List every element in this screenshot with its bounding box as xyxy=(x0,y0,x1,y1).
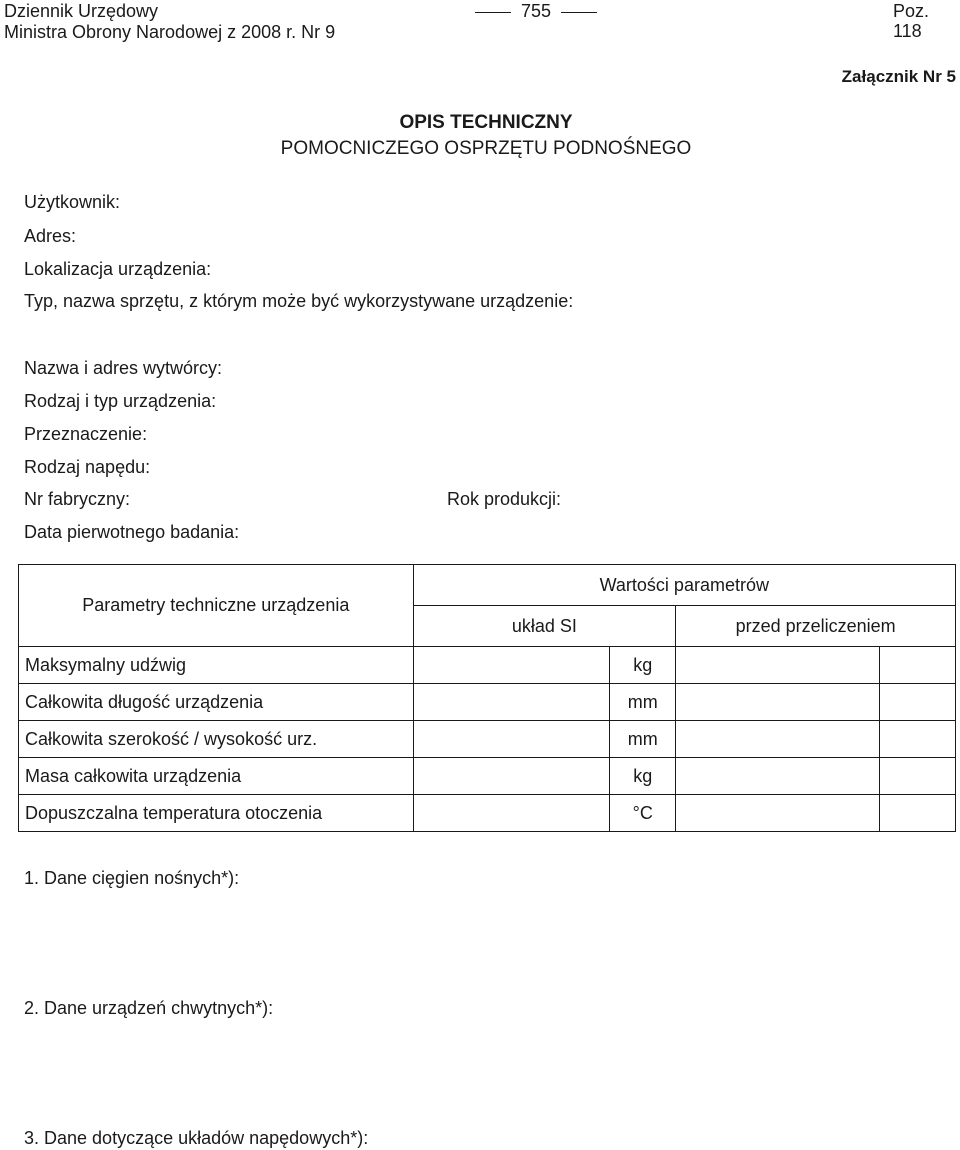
field-user: Użytkownik: xyxy=(24,192,121,212)
ministry-title: Ministra Obrony Narodowej z 2008 r. Nr 9 xyxy=(4,22,336,42)
original-unit-cell xyxy=(880,758,956,795)
dash-left xyxy=(475,12,511,13)
si-value-cell xyxy=(413,721,610,758)
annex-label: Załącznik Nr 5 xyxy=(841,67,956,86)
field-address: Adres: xyxy=(24,226,77,246)
table-row xyxy=(19,758,956,795)
document-title: OPIS TECHNICZNY xyxy=(399,112,573,133)
page-number xyxy=(465,1,607,21)
row-label: Całkowita szerokość / wysokość urz. xyxy=(19,721,414,758)
field-device-type: Rodzaj i typ urządzenia: xyxy=(24,391,217,411)
journal-title: Dziennik Urzędowy xyxy=(4,1,159,21)
original-unit-cell xyxy=(880,795,956,832)
section-load-carriers: 1. Dane cięgien nośnych*): xyxy=(24,868,240,888)
section-gripping-devices: 2. Dane urządzeń chwytnych*): xyxy=(24,998,274,1018)
si-value-cell xyxy=(413,795,610,832)
field-location: Lokalizacja urządzenia: xyxy=(24,259,212,279)
field-production-year: Rok produkcji: xyxy=(447,489,562,509)
table-header-row xyxy=(19,565,956,606)
original-unit-cell xyxy=(880,721,956,758)
row-unit: mm xyxy=(610,721,676,758)
row-unit: mm xyxy=(610,684,676,721)
header-before-conversion: przed przeliczeniem xyxy=(676,606,956,647)
dash-right xyxy=(561,12,597,13)
field-purpose: Przeznaczenie: xyxy=(24,424,148,444)
si-value-cell xyxy=(413,758,610,795)
header-values: Wartości parametrów xyxy=(413,565,955,606)
field-first-inspection: Data pierwotnego badania: xyxy=(24,522,240,542)
table-row xyxy=(19,684,956,721)
row-unit: kg xyxy=(610,647,676,684)
field-equipment-type: Typ, nazwa sprzętu, z którym może być wykorzystywane urządzenie: xyxy=(24,291,574,311)
original-value-cell xyxy=(676,647,880,684)
table-row xyxy=(19,721,956,758)
row-label: Masa całkowita urządzenia xyxy=(19,758,414,795)
document-subtitle: POMOCNICZEGO OSPRZĘTU PODNOŚNEGO xyxy=(280,138,692,159)
table-row xyxy=(19,795,956,832)
original-value-cell xyxy=(676,795,880,832)
parameters-table xyxy=(18,564,956,832)
row-unit: °C xyxy=(610,795,676,832)
original-value-cell xyxy=(676,721,880,758)
header-parameters: Parametry techniczne urządzenia xyxy=(19,565,414,647)
row-label: Maksymalny udźwig xyxy=(19,647,414,684)
page-number-value: 755 xyxy=(521,1,552,21)
header-si: układ SI xyxy=(413,606,676,647)
si-value-cell xyxy=(413,684,610,721)
si-value-cell xyxy=(413,647,610,684)
field-manufacturer: Nazwa i adres wytwórcy: xyxy=(24,358,223,378)
original-value-cell xyxy=(676,758,880,795)
field-serial-no: Nr fabryczny: xyxy=(24,489,131,509)
row-label: Dopuszczalna temperatura otoczenia xyxy=(19,795,414,832)
original-unit-cell xyxy=(880,647,956,684)
original-unit-cell xyxy=(880,684,956,721)
row-label: Całkowita długość urządzenia xyxy=(19,684,414,721)
row-unit: kg xyxy=(610,758,676,795)
table-row xyxy=(19,647,956,684)
field-drive-type: Rodzaj napędu: xyxy=(24,457,151,477)
original-value-cell xyxy=(676,684,880,721)
position-number: Poz. 118 xyxy=(893,1,930,41)
section-drive-systems: 3. Dane dotyczące układów napędowych*): xyxy=(24,1128,369,1148)
